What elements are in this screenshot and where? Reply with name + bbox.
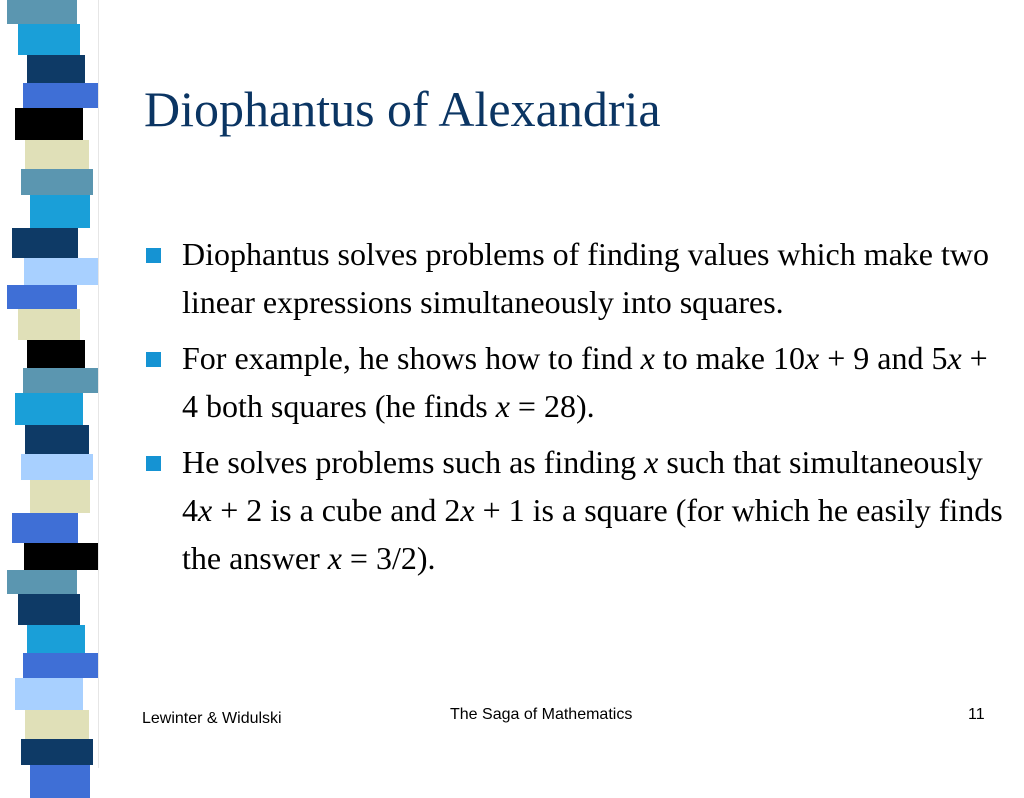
- decorative-stripe: [7, 285, 77, 309]
- bullet-item: [146, 334, 1006, 430]
- decorative-stripe: [15, 393, 83, 425]
- decorative-stripe: [15, 678, 83, 710]
- decorative-stripe: [30, 195, 90, 228]
- bullet-text: For example, he shows how to find x to make 10x + 9 and 5x + 4 both squares (he finds x = 28).: [182, 340, 988, 424]
- bullet-item: [146, 438, 1006, 582]
- decorative-stripe: [25, 710, 89, 739]
- square-bullet-icon: [146, 456, 161, 471]
- decorative-stripe: [27, 340, 85, 368]
- decorative-stripe: [27, 55, 85, 83]
- decorative-stripe: [18, 24, 80, 55]
- decorative-stripe: [15, 108, 83, 140]
- decorative-stripe: [18, 594, 80, 625]
- bullet-item: [146, 230, 1006, 326]
- slide-title: Diophantus of Alexandria: [144, 81, 661, 137]
- decorative-stripe: [7, 0, 77, 24]
- decorative-stripe: [25, 140, 89, 169]
- page-number: 11: [968, 706, 985, 723]
- decorative-stripe: [27, 625, 85, 653]
- square-bullet-icon: [146, 352, 161, 367]
- decorative-stripe: [25, 425, 89, 454]
- decorative-stripe: [30, 765, 90, 798]
- decorative-stripe: [23, 653, 98, 678]
- bullet-text: Diophantus solves problems of finding values which make two linear expressions simultaneously into squares.: [182, 236, 989, 320]
- decorative-stripe: [30, 480, 90, 513]
- decorative-stripe: [21, 454, 93, 480]
- decorative-stripe: [24, 258, 98, 285]
- decorative-stripe-bar: [0, 0, 118, 768]
- decorative-stripe: [24, 543, 98, 570]
- decorative-stripe: [12, 228, 78, 258]
- square-bullet-icon: [146, 248, 161, 263]
- decorative-stripe: [18, 309, 80, 340]
- decorative-edge-line: [98, 0, 99, 768]
- decorative-stripe: [7, 570, 77, 594]
- bullet-list: [146, 230, 1006, 590]
- decorative-stripe: [23, 83, 98, 108]
- decorative-stripe: [21, 739, 93, 765]
- bullet-text: He solves problems such as finding x such that simultaneously 4x + 2 is a cube and 2x + 1 is a square (for which he easily finds the answer x = 3/2).: [182, 444, 1003, 576]
- decorative-stripe: [23, 368, 98, 393]
- footer-authors: Lewinter & Widulski: [142, 710, 282, 727]
- decorative-stripe: [12, 513, 78, 543]
- footer-title: The Saga of Mathematics: [450, 706, 633, 723]
- decorative-stripe: [21, 169, 93, 195]
